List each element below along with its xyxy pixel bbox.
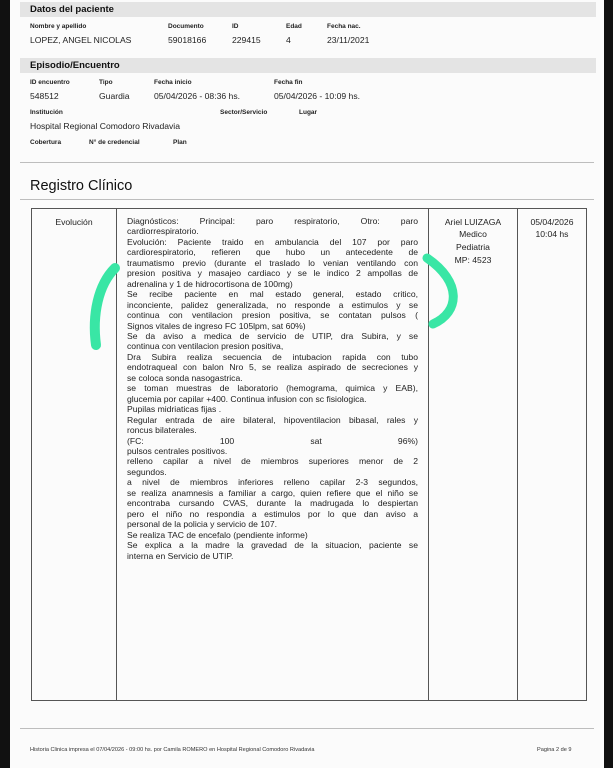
label-start: Fecha inicio xyxy=(154,79,192,86)
label-type: Tipo xyxy=(99,79,113,86)
evolution-line: se coloca sonda nasogastrica. xyxy=(127,372,243,383)
evolution-line: Se da aviso a medica de servicio de UTIP, dra Subira, y se xyxy=(127,330,418,341)
evolution-line: adrenalina y 1 de hidrocortisona de 100mg) xyxy=(127,278,293,289)
evolution-line: personal de la policia y servicio de 107. xyxy=(127,519,278,530)
professional-role: Medico xyxy=(459,229,487,239)
evolution-line: se realiza anamnesis a familiar a cargo, quien refiere que el niño se xyxy=(127,487,418,498)
patient-document: 59018166 xyxy=(168,35,207,45)
encounter-id: 548512 xyxy=(30,91,59,101)
evolution-line: cardiorespiratorio, refieren que hubo un antecedente de xyxy=(127,247,418,258)
evolution-line: Signos vitales de ingreso FC 105lpm, sat 60%) xyxy=(127,320,306,331)
label-end: Fecha fin xyxy=(274,79,303,86)
label-institution: Institución xyxy=(30,109,63,116)
label-place: Lugar xyxy=(299,109,318,116)
evolution-line: Se explica a la madre la gravedad de la situacion, paciente se xyxy=(127,540,418,551)
evolution-line: interna en Servicio de UTIP. xyxy=(127,550,234,561)
evolution-line: continua con ventilacion presion positiva, se contatan pulsos ( xyxy=(127,310,418,321)
right-bracket-mark xyxy=(427,258,453,324)
evolution-line: Dra Subira realiza secuencia de intubacion rapida con tubo xyxy=(127,351,418,362)
label-dob: Fecha nac. xyxy=(327,23,361,30)
label-credential: N° de credencial xyxy=(89,139,140,146)
label-document: Documento xyxy=(168,23,204,30)
entry-type: Evolución xyxy=(55,217,93,227)
clinical-record-title: Registro Clínico xyxy=(30,178,133,194)
evolution-line: segundos. xyxy=(127,466,167,477)
footer-page-number: Pagina 2 de 9 xyxy=(537,747,572,753)
label-sector: Sector/Servicio xyxy=(220,109,268,116)
label-plan: Plan xyxy=(173,139,187,146)
label-coverage: Cobertura xyxy=(30,139,62,146)
patient-dob: 23/11/2021 xyxy=(327,35,370,45)
footer-print-info: Historia Clinica impresa el 07/04/2026 - 09:00 hs. por Camila ROMERO en Hospital Regional Comodoro Rivadavia xyxy=(30,747,315,753)
evolution-line: a nivel de miembros inferiores relleno capilar 2-3 segundos, xyxy=(127,477,418,488)
evolution-line: Se realiza TAC de encefalo (pendiente informe) xyxy=(127,529,308,540)
record-date: 05/04/2026 xyxy=(530,217,574,227)
institution-name: Hospital Regional Comodoro Rivadavia xyxy=(30,121,180,131)
evolution-line: Se recibe paciente en mal estado general, estado critico, xyxy=(127,289,418,300)
evolution-line: pero el niño no respondia a estimulos por lo que dan aviso a xyxy=(127,508,418,519)
evolution-line: presion positiva y masajeo cardiaco y se le indico 2 ampollas de xyxy=(127,268,418,279)
evolution-line: endotraqueal con balon Nro 5, se realiza aspirado de secreciones y xyxy=(127,362,418,373)
left-bracket-mark xyxy=(95,268,115,345)
label-id: ID xyxy=(232,23,239,30)
evolution-line: continua con ventilacion presion positiva, xyxy=(127,341,284,352)
label-encounter-id: ID encuentro xyxy=(30,79,70,86)
evolution-line: relleno capilar a nivel de miembros superiores menor de 2 xyxy=(127,456,418,467)
evolution-line: Evolución: Paciente traido en ambulancia del 107 por paro xyxy=(127,236,418,247)
evolution-line: inconciente, palidez generalizada, no responde a estimulos y se xyxy=(127,299,418,310)
encounter-end: 05/04/2026 - 10:09 hs. xyxy=(274,91,361,101)
evolution-line: traumatismo previo (durante el traslado lo venian ventilando con xyxy=(127,257,418,268)
patient-age: 4 xyxy=(286,35,291,45)
evolution-line: se toman muestras de laboratorio (hemograma, quimica y EAB), xyxy=(127,383,418,394)
evolution-line: (FC: 100 sat 96%) xyxy=(127,435,418,446)
label-age: Edad xyxy=(286,23,302,30)
record-time: 10:04 hs xyxy=(535,229,569,239)
professional-name: Ariel LUIZAGA xyxy=(444,217,502,227)
professional-license: MP: 4523 xyxy=(454,255,492,265)
encounter-start: 05/04/2026 - 08:36 hs. xyxy=(154,91,241,101)
professional-specialty: Pediatria xyxy=(456,242,490,252)
patient-id: 229415 xyxy=(232,35,261,45)
encounter-type: Guardia xyxy=(99,91,130,101)
patient-section-header: Datos del paciente xyxy=(20,2,596,17)
evolution-line: Pupilas midriaticas fijas . xyxy=(127,404,222,415)
episode-section-header: Episodio/Encuentro xyxy=(20,58,596,73)
evolution-line: pulsos centrales positivos. xyxy=(127,445,228,456)
evolution-line: encontraba cursando CVAS, durante la madrugada lo despiertan xyxy=(127,498,418,509)
evolution-line: roncus bilaterales. xyxy=(127,425,197,436)
label-name: Nombre y apellido xyxy=(30,23,87,30)
evolution-line: Regular entrada de aire bilateral, hipoventilacion bibasal, rales y xyxy=(127,414,418,425)
evolution-line: cardiorrespiratorio. xyxy=(127,226,199,237)
evolution-line: Diagnósticos: Principal: paro respiratorio, Otro: paro xyxy=(127,216,418,226)
evolution-line: glucemia por capilar +400. Continua infusion con sc fisiologica. xyxy=(127,393,367,404)
patient-name: LOPEZ, ANGEL NICOLAS xyxy=(30,35,132,45)
